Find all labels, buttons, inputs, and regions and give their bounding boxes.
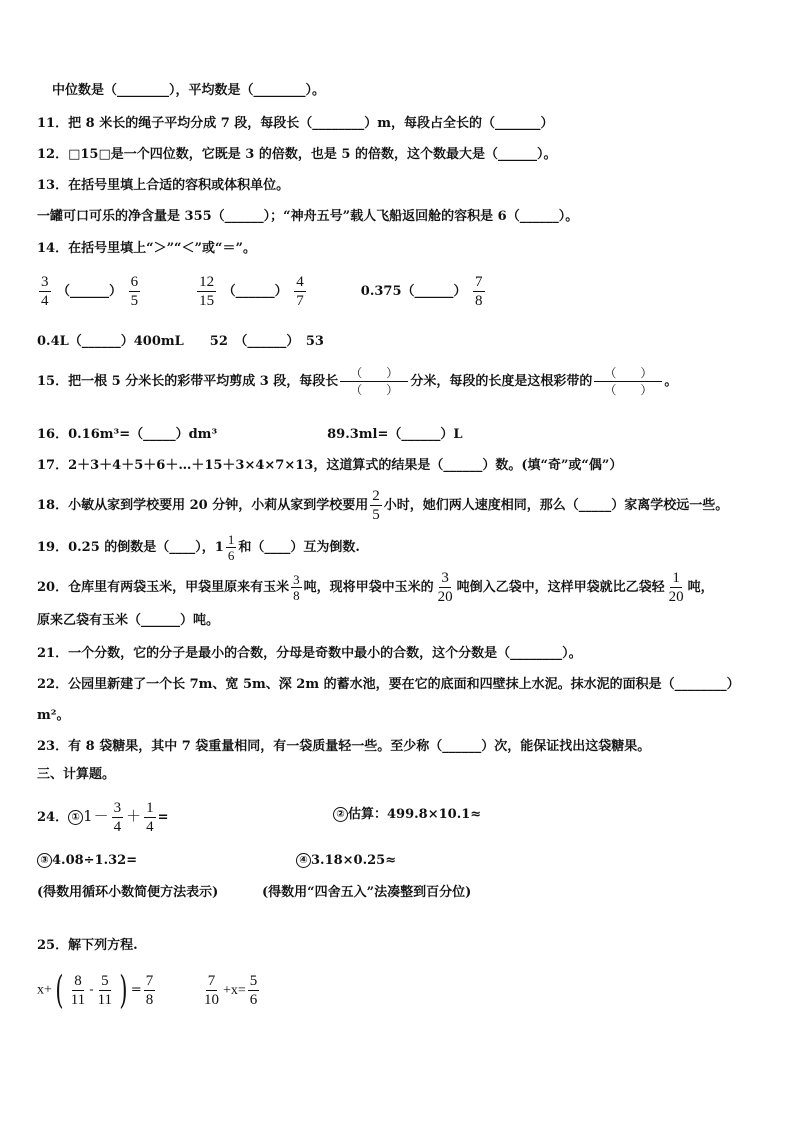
question-23: 23．有 8 袋糖果，其中 7 袋重量相同，有一袋质量轻一些。至少称（______）次，能保证找出这袋糖果。 — [37, 739, 651, 754]
fraction-blank: $\frac{( )}{( )}$ — [340, 365, 408, 398]
question-18: 18．小敏从家到学校要用 20 分钟，小莉从家到学校要用 $\frac{2}{5}$ 小时，她们两人速度相同，那么（_____）家离学校远一些。 — [37, 488, 729, 523]
question-25: 25．解下列方程. — [37, 938, 138, 953]
fraction: $\frac{7}{8}$ — [475, 274, 483, 309]
question-17: 17．2＋3＋4＋5＋6＋…＋15＋3×4×7×13，这道算式的结果是（______）数。(填“奇”或“偶”） — [37, 458, 623, 473]
question-24-row-1: 24． ① 1－ $\frac{3}{4}$ ＋ $\frac{1}{4}$ = — [37, 800, 169, 835]
question-13: 13．在括号里填上合适的容积或体积单位。 — [37, 178, 290, 193]
fraction: $\frac{4}{7}$ — [296, 274, 304, 309]
fraction-blank: $\frac{( )}{( )}$ — [594, 365, 662, 398]
question-19: 19．0.25 的倒数是（____），1 $\frac{1}{6}$ 和（____）互为倒数. — [37, 532, 360, 563]
question-14-row-1 — [37, 274, 487, 309]
circled-number-4: ④ — [296, 853, 311, 868]
compare-blank: （______） — [222, 284, 288, 299]
compare-blank: （______） — [57, 284, 123, 299]
question-16: 16．0.16m³=（_____）dm³ 89.3ml=（______）L — [37, 427, 463, 442]
question-24-note-3: (得数用循环小数简便方法表示) — [37, 885, 219, 900]
circled-number-1: ① — [68, 810, 83, 825]
question-21: 21．一个分数，它的分子是最小的合数，分母是奇数中最小的合数，这个分数是（________）。 — [37, 646, 582, 661]
section-3-heading: 三、计算题。 — [37, 767, 116, 782]
fraction: $\frac{3}{4}$ — [41, 274, 49, 309]
fraction: $\frac{12}{15}$ — [199, 274, 215, 309]
circled-number-3: ③ — [37, 853, 52, 868]
question-20: 20．仓库里有两袋玉米，甲袋里原来有玉米 $\frac{3}{8}$ 吨，现将甲袋中玉米的 $\frac{3}{20}$ 吨倒入乙袋中，这样甲袋就比乙袋轻 $\frac{1}{20}$ 吨， — [37, 570, 714, 605]
fraction: $\frac{8}{11}$ — [70, 972, 86, 1008]
question-12: 12．□15□是一个四位数，它既是 3 的倍数，也是 5 的倍数，这个数最大是（______）。 — [37, 147, 557, 162]
equation-1: x+( $\frac{8}{11}$ - $\frac{5}{11}$ ) = $\frac{7}{8}$ — [37, 968, 154, 1012]
question-13-text: 一罐可口可乐的净含量是 355（______）；“神舟五号”载人飞船返回舱的容积是 6（______）。 — [37, 209, 579, 224]
fraction: $\frac{3}{20}$ — [437, 570, 453, 605]
fraction: $\frac{3}{4}$ — [113, 800, 122, 835]
fraction: $\frac{5}{6}$ — [249, 973, 258, 1008]
question-15: 15．把一根 5 分米长的彩带平均剪成 3 段，每段长 $\frac{( )}{( )}$ 分米，每段的长度是这根彩带的 $\frac{( )}{( )}$ 。 — [37, 366, 678, 397]
question-14: 14．在括号里填上“＞”“＜”或“＝”。 — [37, 241, 256, 256]
fraction: $\frac{5}{11}$ — [97, 972, 113, 1008]
question-22-unit: m²。 — [37, 708, 70, 723]
fraction: $\frac{6}{5}$ — [130, 274, 139, 309]
fraction: $\frac{1}{20}$ — [668, 570, 684, 605]
question-22: 22．公园里新建了一个长 7m、宽 5m、深 2m 的蓄水池，要在它的底面和四壁抹上水泥。抹水泥的面积是（________） — [37, 677, 740, 692]
question-24-note-4: (得数用“四舍五入”法凑整到百分位) — [262, 885, 472, 900]
fraction: $\frac{1}{6}$ — [227, 532, 235, 563]
circled-number-2: ② — [333, 807, 348, 822]
question-10-tail: 中位数是（________），平均数是（________）。 — [52, 83, 326, 98]
compare-decimal: 0.375（______） — [360, 284, 467, 299]
question-24-part-2: ② 估算：499.8×10.1≈ — [333, 806, 481, 824]
fraction: $\frac{7}{10}$ — [204, 973, 219, 1008]
fraction: $\frac{2}{5}$ — [372, 488, 380, 523]
fraction: $\frac{3}{8}$ — [293, 572, 300, 603]
fraction: $\frac{7}{8}$ — [145, 972, 154, 1008]
question-20-line-2: 原来乙袋有玉米（______）吨。 — [37, 613, 220, 628]
equation-2: $\frac{7}{10}$ +x= $\frac{5}{6}$ — [204, 973, 258, 1008]
question-24-part-4: ④ 3.18×0.25≈ — [296, 852, 396, 870]
question-24-part-3: ③ 4.08÷1.32= — [37, 852, 137, 870]
question-14-row-2: 0.4L（______）400mL 52 （______） 53 — [37, 334, 324, 349]
fraction: $\frac{1}{4}$ — [146, 800, 154, 835]
question-11: 11．把 8 米长的绳子平均分成 7 段，每段长（________）m，每段占全长的（_______） — [37, 116, 554, 131]
